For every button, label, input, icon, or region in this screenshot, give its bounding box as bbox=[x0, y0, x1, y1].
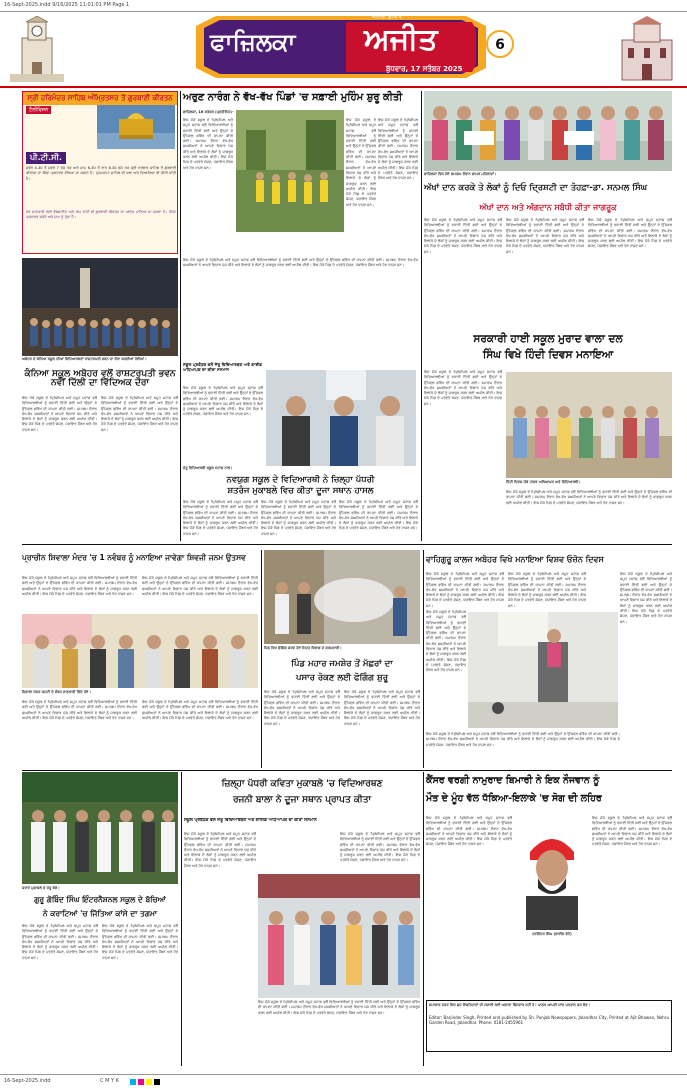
masthead-banner bbox=[196, 16, 486, 78]
cyan-swatch bbox=[130, 1079, 136, 1085]
headline-kanya-school: ਕੰਨਿਆ ਸਕੂਲ ਅਬੋਹਰ ਵਲੋਂ ਰਾਸ਼ਟਰਪਤੀ ਭਵਨ ਨਵੀਂ ਦਿੱਲੀ ਦਾ ਵਿੱਦਿਅਕ ਦੌਰਾ bbox=[24, 369, 176, 389]
photo-caption-hindi-diwas: ਹਿੰਦੀ ਦਿਵਸ ਮੌਕੇ ਹਾਜ਼ਰ ਅਧਿਆਪਕ ਅਤੇ ਵਿਦਿਆਰਥੀ। bbox=[506, 480, 581, 484]
cmyk-label: C M Y K bbox=[100, 1078, 119, 1084]
headline-mahar-jamsher: ਪਿੰਡ ਮਹਾਰ ਜਮਸ਼ੇਰ ਤੋਂ ਮੱਛਰਾਂ ਦਾ bbox=[291, 659, 393, 669]
body-a11-1: ਇਸ ਮੌਕੇ ਸਕੂਲ ਦੇ ਪ੍ਰਿੰਸੀਪਲ ਅਤੇ ਸਮੂਹ ਸਟਾਫ਼ ਵਲੋਂ ਵਿਦਿਆਰਥੀਆਂ ਨੂੰ ਵਧਾਈ ਦਿੱਤੀ ਗਈ ਅਤੇ ਉਨ੍ਹਾਂ ਦੇ ਉੱਜਵਲ ਭਵਿੱਖ ਦੀ ਕਾਮਨਾ ਕੀਤੀ ਗਈ। ਸਮਾਗਮ ਦੌਰਾਨ ਵੱਖ-ਵੱਖ ਸ਼ਖ਼ਸੀਅਤਾਂ ਨੇ ਆਪਣੇ ਵਿਚਾਰ ਪੇਸ਼ ਕੀਤੇ ਅਤੇ ਇਲਾਕੇ ਦੇ ਲੋਕਾਂ ਨੂੰ ਜਾਗਰੂਕ ਕਰਨ ਲਈ ਅਪੀਲ ਕੀਤੀ। ਇਸ ਮੌਕੇ ਪਿੰਡ ਦੇ ਪਤਵੰਤੇ ਸੱਜਣ, ਪੰਚਾਇਤ ਮੈਂਬਰ ਅਤੇ ਹੋਰ ਹਾਜ਼ਰ ਸਨ। bbox=[426, 816, 512, 847]
box-title: ਸ੍ਰੀ ਹਰਿਮੰਦਰ ਸਾਹਿਬ ਅੰਮ੍ਰਿਤਸਰ ਤੋਂ ਗੁਰਬਾਣੀ ਕੀਰਤਨ bbox=[23, 92, 177, 105]
bottom-print-strip bbox=[0, 1074, 687, 1089]
body-a3-1: ਇਸ ਮੌਕੇ ਸਕੂਲ ਦੇ ਪ੍ਰਿੰਸੀਪਲ ਅਤੇ ਸਮੂਹ ਸਟਾਫ਼ ਵਲੋਂ ਵਿਦਿਆਰਥੀਆਂ ਨੂੰ ਵਧਾਈ ਦਿੱਤੀ ਗਈ ਅਤੇ ਉਨ੍ਹਾਂ ਦੇ ਉੱਜਵਲ ਭਵਿੱਖ ਦੀ ਕਾਮਨਾ ਕੀਤੀ ਗਈ। ਸਮਾਗਮ ਦੌਰਾਨ ਵੱਖ-ਵੱਖ ਸ਼ਖ਼ਸੀਅਤਾਂ ਨੇ ਆਪਣੇ ਵਿਚਾਰ ਪੇਸ਼ ਕੀਤੇ ਅਤੇ ਇਲਾਕੇ ਦੇ ਲੋਕਾਂ ਨੂੰ ਜਾਗਰੂਕ ਕਰਨ ਲਈ ਅਪੀਲ ਕੀਤੀ। ਇਸ ਮੌਕੇ ਪਿੰਡ ਦੇ ਪਤਵੰਤੇ ਸੱਜਣ, ਪੰਚਾਇਤ ਮੈਂਬਰ ਅਤੇ ਹੋਰ ਹਾਜ਼ਰ ਸਨ। bbox=[424, 218, 502, 254]
photo-caption-karate: ਕਰਾਟੇ ਮੁਕਾਬਲੇ ਦੇ ਜੇਤੂ ਬੱਚੇ। bbox=[22, 886, 60, 890]
clock-tower-illustration bbox=[8, 16, 66, 84]
body-a6-2: ਇਸ ਮੌਕੇ ਸਕੂਲ ਦੇ ਪ੍ਰਿੰਸੀਪਲ ਅਤੇ ਸਮੂਹ ਸਟਾਫ਼ ਵਲੋਂ ਵਿਦਿਆਰਥੀਆਂ ਨੂੰ ਵਧਾਈ ਦਿੱਤੀ ਗਈ ਅਤੇ ਉਨ੍ਹਾਂ ਦੇ ਉੱਜਵਲ ਭਵਿੱਖ ਦੀ ਕਾਮਨਾ ਕੀਤੀ ਗਈ। ਸਮਾਗਮ ਦੌਰਾਨ ਵੱਖ-ਵੱਖ ਸ਼ਖ਼ਸੀਅਤਾਂ ਨੇ ਆਪਣੇ ਵਿਚਾਰ ਪੇਸ਼ ਕੀਤੇ ਅਤੇ ਇਲਾਕੇ ਦੇ ਲੋਕਾਂ ਨੂੰ ਜਾਗਰੂਕ ਕਰਨ ਲਈ ਅਪੀਲ ਕੀਤੀ। ਇਸ ਮੌਕੇ ਪਿੰਡ ਦੇ ਪਤਵੰਤੇ ਸੱਜਣ, ਪੰਚਾਇਤ ਮੈਂਬਰ ਅਤੇ ਹੋਰ ਹਾਜ਼ਰ ਸਨ। bbox=[142, 576, 258, 596]
body-a10-2: ਇਸ ਮੌਕੇ ਸਕੂਲ ਦੇ ਪ੍ਰਿੰਸੀਪਲ ਅਤੇ ਸਮੂਹ ਸਟਾਫ਼ ਵਲੋਂ ਵਿਦਿਆਰਥੀਆਂ ਨੂੰ ਵਧਾਈ ਦਿੱਤੀ ਗਈ ਅਤੇ ਉਨ੍ਹਾਂ ਦੇ ਉੱਜਵਲ ਭਵਿੱਖ ਦੀ ਕਾਮਨਾ ਕੀਤੀ ਗਈ। ਸਮਾਗਮ ਦੌਰਾਨ ਵੱਖ-ਵੱਖ ਸ਼ਖ਼ਸੀਅਤਾਂ ਨੇ ਆਪਣੇ ਵਿਚਾਰ ਪੇਸ਼ ਕੀਤੇ ਅਤੇ ਇਲਾਕੇ ਦੇ ਲੋਕਾਂ ਨੂੰ ਜਾਗਰੂਕ ਕਰਨ ਲਈ ਅਪੀਲ ਕੀਤੀ। ਇਸ ਮੌਕੇ ਪਿੰਡ ਦੇ ਪਤਵੰਤੇ ਸੱਜਣ, ਪੰਚਾਇਤ ਮੈਂਬਰ ਅਤੇ ਹੋਰ ਹਾਜ਼ਰ ਸਨ। bbox=[340, 832, 420, 863]
body-a8-2: ਇਸ ਮੌਕੇ ਸਕੂਲ ਦੇ ਪ੍ਰਿੰਸੀਪਲ ਅਤੇ ਸਮੂਹ ਸਟਾਫ਼ ਵਲੋਂ ਵਿਦਿਆਰਥੀਆਂ ਨੂੰ ਵਧਾਈ ਦਿੱਤੀ ਗਈ ਅਤੇ ਉਨ੍ਹਾਂ ਦੇ ਉੱਜਵਲ ਭਵਿੱਖ ਦੀ ਕਾਮਨਾ ਕੀਤੀ ਗਈ। ਸਮਾਗਮ ਦੌਰਾਨ ਵੱਖ-ਵੱਖ ਸ਼ਖ਼ਸੀਅਤਾਂ ਨੇ ਆਪਣੇ ਵਿਚਾਰ ਪੇਸ਼ ਕੀਤੇ ਅਤੇ ਇਲਾਕੇ ਦੇ ਲੋਕਾਂ ਨੂੰ ਜਾਗਰੂਕ ਕਰਨ ਲਈ ਅਪੀਲ ਕੀਤੀ। ਇਸ ਮੌਕੇ ਪਿੰਡ ਦੇ ਪਤਵੰਤੇ ਸੱਜਣ, ਪੰਚਾਇਤ ਮੈਂਬਰ ਅਤੇ ਹੋਰ ਹਾਜ਼ਰ ਸਨ। bbox=[508, 572, 586, 608]
body-a7-1: ਇਸ ਮੌਕੇ ਸਕੂਲ ਦੇ ਪ੍ਰਿੰਸੀਪਲ ਅਤੇ ਸਮੂਹ ਸਟਾਫ਼ ਵਲੋਂ ਵਿਦਿਆਰਥੀਆਂ ਨੂੰ ਵਧਾਈ ਦਿੱਤੀ ਗਈ ਅਤੇ ਉਨ੍ਹਾਂ ਦੇ ਉੱਜਵਲ ਭਵਿੱਖ ਦੀ ਕਾਮਨਾ ਕੀਤੀ ਗਈ। ਸਮਾਗਮ ਦੌਰਾਨ ਵੱਖ-ਵੱਖ ਸ਼ਖ਼ਸੀਅਤਾਂ ਨੇ ਆਪਣੇ ਵਿਚਾਰ ਪੇਸ਼ ਕੀਤੇ ਅਤੇ ਇਲਾਕੇ ਦੇ ਲੋਕਾਂ ਨੂੰ ਜਾਗਰੂਕ ਕਰਨ ਲਈ ਅਪੀਲ ਕੀਤੀ। ਇਸ ਮੌਕੇ ਪਿੰਡ ਦੇ ਪਤਵੰਤੇ ਸੱਜਣ, ਪੰਚਾਇਤ ਮੈਂਬਰ ਅਤੇ ਹੋਰ ਹਾਜ਼ਰ ਸਨ। bbox=[264, 690, 340, 726]
file-slug: 16-Sept-2025.indd 9/16/2025 11:01:01 PM Page 1 bbox=[4, 2, 130, 8]
body-a5-2: ਇਸ ਮੌਕੇ ਸਕੂਲ ਦੇ ਪ੍ਰਿੰਸੀਪਲ ਅਤੇ ਸਮੂਹ ਸਟਾਫ਼ ਵਲੋਂ ਵਿਦਿਆਰਥੀਆਂ ਨੂੰ ਵਧਾਈ ਦਿੱਤੀ ਗਈ ਅਤੇ ਉਨ੍ਹਾਂ ਦੇ ਉੱਜਵਲ ਭਵਿੱਖ ਦੀ ਕਾਮਨਾ ਕੀਤੀ ਗਈ। ਸਮਾਗਮ ਦੌਰਾਨ ਵੱਖ-ਵੱਖ ਸ਼ਖ਼ਸੀਅਤਾਂ ਨੇ ਆਪਣੇ ਵਿਚਾਰ ਪੇਸ਼ ਕੀਤੇ ਅਤੇ ਇਲਾਕੇ ਦੇ ਲੋਕਾਂ ਨੂੰ ਜਾਗਰੂਕ ਕਰਨ ਲਈ ਅਪੀਲ ਕੀਤੀ। ਇਸ ਮੌਕੇ ਪਿੰਡ ਦੇ ਪਤਵੰਤੇ ਸੱਜਣ, ਪੰਚਾਇਤ ਮੈਂਬਰ ਅਤੇ ਹੋਰ ਹਾਜ਼ਰ ਸਨ। bbox=[506, 490, 672, 505]
body-a4-3: ਇਸ ਮੌਕੇ ਸਕੂਲ ਦੇ ਪ੍ਰਿੰਸੀਪਲ ਅਤੇ ਸਮੂਹ ਸਟਾਫ਼ ਵਲੋਂ ਵਿਦਿਆਰਥੀਆਂ ਨੂੰ ਵਧਾਈ ਦਿੱਤੀ ਗਈ ਅਤੇ ਉਨ੍ਹਾਂ ਦੇ ਉੱਜਵਲ ਭਵਿੱਖ ਦੀ ਕਾਮਨਾ ਕੀਤੀ ਗਈ। ਸਮਾਗਮ ਦੌਰਾਨ ਵੱਖ-ਵੱਖ ਸ਼ਖ਼ਸੀਅਤਾਂ ਨੇ ਆਪਣੇ ਵਿਚਾਰ ਪੇਸ਼ ਕੀਤੇ ਅਤੇ ਇਲਾਕੇ ਦੇ ਲੋਕਾਂ ਨੂੰ ਜਾਗਰੂਕ ਕਰਨ ਲਈ ਅਪੀਲ ਕੀਤੀ। ਇਸ ਮੌਕੇ ਪਿੰਡ ਦੇ ਪਤਵੰਤੇ ਸੱਜਣ, ਪੰਚਾਇਤ ਮੈਂਬਰ ਅਤੇ ਹੋਰ ਹਾਜ਼ਰ ਸਨ। bbox=[339, 500, 418, 531]
body-a4-left: ਇਸ ਮੌਕੇ ਸਕੂਲ ਦੇ ਪ੍ਰਿੰਸੀਪਲ ਅਤੇ ਸਮੂਹ ਸਟਾਫ਼ ਵਲੋਂ ਵਿਦਿਆਰਥੀਆਂ ਨੂੰ ਵਧਾਈ ਦਿੱਤੀ ਗਈ ਅਤੇ ਉਨ੍ਹਾਂ ਦੇ ਉੱਜਵਲ ਭਵਿੱਖ ਦੀ ਕਾਮਨਾ ਕੀਤੀ ਗਈ। ਸਮਾਗਮ ਦੌਰਾਨ ਵੱਖ-ਵੱਖ ਸ਼ਖ਼ਸੀਅਤਾਂ ਨੇ ਆਪਣੇ ਵਿਚਾਰ ਪੇਸ਼ ਕੀਤੇ ਅਤੇ ਇਲਾਕੇ ਦੇ ਲੋਕਾਂ ਨੂੰ ਜਾਗਰੂਕ ਕਰਨ ਲਈ ਅਪੀਲ ਕੀਤੀ। ਇਸ ਮੌਕੇ ਪਿੰਡ ਦੇ ਪਤਵੰਤੇ ਸੱਜਣ, ਪੰਚਾਇਤ ਮੈਂਬਰ ਅਤੇ ਹੋਰ ਹਾਜ਼ਰ ਸਨ। bbox=[183, 386, 263, 417]
box-text-2: ਹੋਰ ਜਾਣਕਾਰੀ ਲਈ ਵੈਬਸਾਈਟ ਅਤੇ ਐਪ ਰਾਹੀਂ ਵੀ ਗੁਰਬਾਣੀ ਕੀਰਤਨ ਦਾ ਆਨੰਦ ਮਾਣਿਆ ਜਾ ਸਕਦਾ ਹੈ। ਸਿੱਧਾ ਪ੍ਰਸਾਰਣ ਸਵੇਰੇ ਅਤੇ ਸ਼ਾਮ ਨੂੰ ਹੁੰਦਾ ਹੈ। bbox=[26, 210, 176, 220]
school-trip-night-photo bbox=[22, 258, 178, 356]
box-text-1: ਸਵੇਰੇ 4.30 ਤੋਂ ਸਵੇਰੇ 7 ਵਜੇ ਤਕ ਅਤੇ ਸ਼ਾਮ 6.30 ਤੋਂ ਰਾਤ 8.30 ਵਜੇ ਤਕ ਸ੍ਰੀ ਦਰਬਾਰ ਸਾਹਿਬ ਤੋਂ ਗੁਰਬਾਣੀ ਕੀਰਤਨ ਦਾ ਸਿੱਧਾ ਪ੍ਰਸਾਰਣ ਦੇਖਿਆ ਜਾ ਸਕਦਾ ਹੈ। ਹੁਕਮਨਾਮਾ ਸਾਹਿਬ ਦੀ ਕਥਾ ਅਤੇ ਵਿਆਖਿਆ ਵੀ ਕੀਤੀ ਜਾਂਦੀ ਹੈ। bbox=[26, 166, 176, 181]
photo-caption-mandir: ਸ਼ਿਵਾਲਾ ਮੰਦਰ ਕਮੇਟੀ ਦੇ ਮੈਂਬਰ ਜਾਣਕਾਰੀ ਦਿੰਦੇ ਹੋਏ। bbox=[22, 690, 91, 694]
disclaimer-text: ਸਮਾਚਾਰ ਪੱਤਰ ਵਿਚ ਛਪੇ ਇਸ਼ਤਿਹਾਰਾਂ ਦੀ ਸਚਾਈ ਲਈ ਅਦਾਰਾ ਜ਼ਿੰਮੇਵਾਰ ਨਹੀਂ ਹੈ। ਪਾਠਕ ਆਪਣੀ ਜਾਂਚ ਪੜਤਾਲ ਕਰ ਲੈਣ। bbox=[429, 1003, 591, 1007]
body-a8-3: ਇਸ ਮੌਕੇ ਸਕੂਲ ਦੇ ਪ੍ਰਿੰਸੀਪਲ ਅਤੇ ਸਮੂਹ ਸਟਾਫ਼ ਵਲੋਂ ਵਿਦਿਆਰਥੀਆਂ ਨੂੰ ਵਧਾਈ ਦਿੱਤੀ ਗਈ ਅਤੇ ਉਨ੍ਹਾਂ ਦੇ ਉੱਜਵਲ ਭਵਿੱਖ ਦੀ ਕਾਮਨਾ ਕੀਤੀ ਗਈ। ਸਮਾਗਮ ਦੌਰਾਨ ਵੱਖ-ਵੱਖ ਸ਼ਖ਼ਸੀਅਤਾਂ ਨੇ ਆਪਣੇ ਵਿਚਾਰ ਪੇਸ਼ ਕੀਤੇ ਅਤੇ ਇਲਾਕੇ ਦੇ ਲੋਕਾਂ ਨੂੰ ਜਾਗਰੂਕ ਕਰਨ ਲਈ ਅਪੀਲ ਕੀਤੀ। ਇਸ ਮੌਕੇ ਪਿੰਡ ਦੇ ਪਤਵੰਤੇ ਸੱਜਣ, ਪੰਚਾਇਤ ਮੈਂਬਰ ਅਤੇ ਹੋਰ ਹਾਜ਼ਰ ਸਨ। bbox=[620, 572, 672, 624]
body-kanya: ਇਸ ਮੌਕੇ ਸਕੂਲ ਦੇ ਪ੍ਰਿੰਸੀਪਲ ਅਤੇ ਸਮੂਹ ਸਟਾਫ਼ ਵਲੋਂ ਵਿਦਿਆਰਥੀਆਂ ਨੂੰ ਵਧਾਈ ਦਿੱਤੀ ਗਈ ਅਤੇ ਉਨ੍ਹਾਂ ਦੇ ਉੱਜਵਲ ਭਵਿੱਖ ਦੀ ਕਾਮਨਾ ਕੀਤੀ ਗਈ। ਸਮਾਗਮ ਦੌਰਾਨ ਵੱਖ-ਵੱਖ ਸ਼ਖ਼ਸੀਅਤਾਂ ਨੇ ਆਪਣੇ ਵਿਚਾਰ ਪੇਸ਼ ਕੀਤੇ ਅਤੇ ਇਲਾਕੇ ਦੇ ਲੋਕਾਂ ਨੂੰ ਜਾਗਰੂਕ ਕਰਨ ਲਈ ਅਪੀਲ ਕੀਤੀ। ਇਸ ਮੌਕੇ ਪਿੰਡ ਦੇ ਪਤਵੰਤੇ ਸੱਜਣ, ਪੰਚਾਇਤ ਮੈਂਬਰ ਅਤੇ ਹੋਰ ਹਾਜ਼ਰ ਸਨ। bbox=[22, 396, 97, 432]
gurbani-kirtan-box bbox=[22, 91, 178, 254]
channel-badge: ਪੀ.ਟੀ.ਸੀ. bbox=[26, 152, 66, 164]
subhead-rajni-bala: ਰਜਨੀ ਬਾਲਾ ਨੇ ਦੂਜਾ ਸਥਾਨ ਪ੍ਰਾਪਤ ਕੀਤਾ bbox=[232, 795, 372, 805]
youth-portrait-photo bbox=[516, 822, 588, 930]
imprint-text: Editor: Barjinder Singh, Printed and published by Sh. Punjab Newspapers, Jalandhar City, Printed at Ajit Bhawan, Nehru Garden Road, Jalandhar. Phone: 0181-2455961 bbox=[429, 1015, 669, 1025]
masthead-city: ਫਾਜ਼ਿਲਕਾ bbox=[210, 28, 296, 56]
body-a9-1: ਇਸ ਮੌਕੇ ਸਕੂਲ ਦੇ ਪ੍ਰਿੰਸੀਪਲ ਅਤੇ ਸਮੂਹ ਸਟਾਫ਼ ਵਲੋਂ ਵਿਦਿਆਰਥੀਆਂ ਨੂੰ ਵਧਾਈ ਦਿੱਤੀ ਗਈ ਅਤੇ ਉਨ੍ਹਾਂ ਦੇ ਉੱਜਵਲ ਭਵਿੱਖ ਦੀ ਕਾਮਨਾ ਕੀਤੀ ਗਈ। ਸਮਾਗਮ ਦੌਰਾਨ ਵੱਖ-ਵੱਖ ਸ਼ਖ਼ਸੀਅਤਾਂ ਨੇ ਆਪਣੇ ਵਿਚਾਰ ਪੇਸ਼ ਕੀਤੇ ਅਤੇ ਇਲਾਕੇ ਦੇ ਲੋਕਾਂ ਨੂੰ ਜਾਗਰੂਕ ਕਰਨ ਲਈ ਅਪੀਲ ਕੀਤੀ। ਇਸ ਮੌਕੇ ਪਿੰਡ ਦੇ ਪਤਵੰਤੇ ਸੱਜਣ, ਪੰਚਾਇਤ ਮੈਂਬਰ ਅਤੇ ਹੋਰ ਹਾਜ਼ਰ ਸਨ। bbox=[22, 924, 98, 960]
headline-guru-gobind-school: ਗੁਰੂ ਗੋਬਿੰਦ ਸਿੰਘ ਇੰਟਰਨੈਸ਼ਨਲ ਸਕੂਲ ਦੇ ਬੱਚਿਆਂ bbox=[34, 895, 166, 904]
ozone-day-photo bbox=[468, 612, 618, 728]
headline-waheguru-college: ਵਾਹਿਗੁਰੂ ਕਾਲਜ ਅਬੋਹਰ ਵਿਖੇ ਮਨਾਇਆ ਵਿਸ਼ਵ ਓਜ਼ੋਨ ਦਿਵਸ bbox=[426, 555, 604, 564]
body-a1-4: ਇਸ ਮੌਕੇ ਸਕੂਲ ਦੇ ਪ੍ਰਿੰਸੀਪਲ ਅਤੇ ਸਮੂਹ ਸਟਾਫ਼ ਵਲੋਂ ਵਿਦਿਆਰਥੀਆਂ ਨੂੰ ਵਧਾਈ ਦਿੱਤੀ ਗਈ ਅਤੇ ਉਨ੍ਹਾਂ ਦੇ ਉੱਜਵਲ ਭਵਿੱਖ ਦੀ ਕਾਮਨਾ ਕੀਤੀ ਗਈ। ਸਮਾਗਮ ਦੌਰਾਨ ਵੱਖ-ਵੱਖ ਸ਼ਖ਼ਸੀਅਤਾਂ ਨੇ ਆਪਣੇ ਵਿਚਾਰ ਪੇਸ਼ ਕੀਤੇ ਅਤੇ ਇਲਾਕੇ ਦੇ ਲੋਕਾਂ ਨੂੰ ਜਾਗਰੂਕ ਕਰਨ ਲਈ ਅਪੀਲ ਕੀਤੀ। ਇਸ ਮੌਕੇ ਪਿੰਡ ਦੇ ਪਤਵੰਤੇ ਸੱਜਣ, ਪੰਚਾਇਤ ਮੈਂਬਰ ਅਤੇ ਹੋਰ ਹਾਜ਼ਰ ਸਨ। bbox=[183, 258, 418, 268]
body-a1-2: ਇਸ ਮੌਕੇ ਸਕੂਲ ਦੇ ਪ੍ਰਿੰਸੀਪਲ ਅਤੇ ਸਮੂਹ ਸਟਾਫ਼ ਵਲੋਂ ਵਿਦਿਆਰਥੀਆਂ ਨੂੰ ਵਧਾਈ ਦਿੱਤੀ ਗਈ ਅਤੇ ਉਨ੍ਹਾਂ ਦੇ ਉੱਜਵਲ ਭਵਿੱਖ ਦੀ ਕਾਮਨਾ ਕੀਤੀ ਗਈ। ਸਮਾਗਮ ਦੌਰਾਨ ਵੱਖ-ਵੱਖ ਸ਼ਖ਼ਸੀਅਤਾਂ ਨੇ ਆਪਣੇ ਵਿਚਾਰ ਪੇਸ਼ ਕੀਤੇ ਅਤੇ ਇਲਾਕੇ ਦੇ ਲੋਕਾਂ ਨੂੰ ਜਾਗਰੂਕ ਕਰਨ ਲਈ ਅਪੀਲ ਕੀਤੀ। ਇਸ ਮੌਕੇ ਪਿੰਡ ਦੇ ਪਤਵੰਤੇ ਸੱਜਣ, ਪੰਚਾਇਤ ਮੈਂਬਰ ਅਤੇ ਹੋਰ ਹਾਜ਼ਰ ਸਨ। bbox=[346, 118, 376, 207]
karate-winners-photo bbox=[22, 772, 178, 884]
body-a8-4: ਇਸ ਮੌਕੇ ਸਕੂਲ ਦੇ ਪ੍ਰਿੰਸੀਪਲ ਅਤੇ ਸਮੂਹ ਸਟਾਫ਼ ਵਲੋਂ ਵਿਦਿਆਰਥੀਆਂ ਨੂੰ ਵਧਾਈ ਦਿੱਤੀ ਗਈ ਅਤੇ ਉਨ੍ਹਾਂ ਦੇ ਉੱਜਵਲ ਭਵਿੱਖ ਦੀ ਕਾਮਨਾ ਕੀਤੀ ਗਈ। ਸਮਾਗਮ ਦੌਰਾਨ ਵੱਖ-ਵੱਖ ਸ਼ਖ਼ਸੀਅਤਾਂ ਨੇ ਆਪਣੇ ਵਿਚਾਰ ਪੇਸ਼ ਕੀਤੇ ਅਤੇ ਇਲਾਕੇ ਦੇ ਲੋਕਾਂ ਨੂੰ ਜਾਗਰੂਕ ਕਰਨ ਲਈ ਅਪੀਲ ਕੀਤੀ। ਇਸ ਮੌਕੇ ਪਿੰਡ ਦੇ ਪਤਵੰਤੇ ਸੱਜਣ, ਪੰਚਾਇਤ ਮੈਂਬਰ ਅਤੇ ਹੋਰ ਹਾਜ਼ਰ ਸਨ। bbox=[426, 610, 466, 673]
kicker-school-honour: ਸਕੂਲ ਪ੍ਰਬੰਧਕ ਵਲੋਂ ਜੇਤੂ ਵਿਦਿਆਰਥਣ ਅਤੇ ਗਾਈਡ ਅਧਿਆਪਕ ਦਾ ਕੀਤਾ ਸਨਮਾਨ bbox=[184, 818, 317, 823]
body-a4-1: ਇਸ ਮੌਕੇ ਸਕੂਲ ਦੇ ਪ੍ਰਿੰਸੀਪਲ ਅਤੇ ਸਮੂਹ ਸਟਾਫ਼ ਵਲੋਂ ਵਿਦਿਆਰਥੀਆਂ ਨੂੰ ਵਧਾਈ ਦਿੱਤੀ ਗਈ ਅਤੇ ਉਨ੍ਹਾਂ ਦੇ ਉੱਜਵਲ ਭਵਿੱਖ ਦੀ ਕਾਮਨਾ ਕੀਤੀ ਗਈ। ਸਮਾਗਮ ਦੌਰਾਨ ਵੱਖ-ਵੱਖ ਸ਼ਖ਼ਸੀਅਤਾਂ ਨੇ ਆਪਣੇ ਵਿਚਾਰ ਪੇਸ਼ ਕੀਤੇ ਅਤੇ ਇਲਾਕੇ ਦੇ ਲੋਕਾਂ ਨੂੰ ਜਾਗਰੂਕ ਕਰਨ ਲਈ ਅਪੀਲ ਕੀਤੀ। ਇਸ ਮੌਕੇ ਪਿੰਡ ਦੇ ਪਤਵੰਤੇ ਸੱਜਣ, ਪੰਚਾਇਤ ਮੈਂਬਰ ਅਤੇ ਹੋਰ ਹਾਜ਼ਰ ਸਨ। bbox=[183, 500, 258, 536]
photo-caption-portrait: ਹਰਜਿੰਦਰ ਸਿੰਘ (ਫਾਈਲ ਫੋਟੋ) bbox=[532, 932, 572, 936]
hindi-diwas-photo bbox=[506, 372, 672, 478]
headline-eye-donation: ਅੱਖਾਂ ਦਾਨ ਕਰਕੇ ਤੇ ਲੋਕਾਂ ਨੂੰ ਦਿਓ ਦ੍ਰਿਸ਼ਟੀ ਦਾ ਤੋਹਫ਼ਾ-ਡਾ. ਸਨਮਲ ਸਿੰਘ bbox=[424, 183, 648, 193]
body-a10-3: ਇਸ ਮੌਕੇ ਸਕੂਲ ਦੇ ਪ੍ਰਿੰਸੀਪਲ ਅਤੇ ਸਮੂਹ ਸਟਾਫ਼ ਵਲੋਂ ਵਿਦਿਆਰਥੀਆਂ ਨੂੰ ਵਧਾਈ ਦਿੱਤੀ ਗਈ ਅਤੇ ਉਨ੍ਹਾਂ ਦੇ ਉੱਜਵਲ ਭਵਿੱਖ ਦੀ ਕਾਮਨਾ ਕੀਤੀ ਗਈ। ਸਮਾਗਮ ਦੌਰਾਨ ਵੱਖ-ਵੱਖ ਸ਼ਖ਼ਸੀਅਤਾਂ ਨੇ ਆਪਣੇ ਵਿਚਾਰ ਪੇਸ਼ ਕੀਤੇ ਅਤੇ ਇਲਾਕੇ ਦੇ ਲੋਕਾਂ ਨੂੰ ਜਾਗਰੂਕ ਕਰਨ ਲਈ ਅਪੀਲ ਕੀਤੀ। ਇਸ ਮੌਕੇ ਪਿੰਡ ਦੇ ਪਤਵੰਤੇ ਸੱਜਣ, ਪੰਚਾਇਤ ਮੈਂਬਰ ਅਤੇ ਹੋਰ ਹਾਜ਼ਰ ਸਨ। bbox=[258, 1000, 420, 1015]
cleanliness-drive-photo bbox=[236, 110, 344, 232]
page-number: 6 bbox=[486, 30, 514, 58]
bottom-slug: 16-Sept-2025.indd bbox=[4, 1078, 51, 1084]
mandir-committee-photo bbox=[22, 614, 258, 688]
poem-winner-honour-photo bbox=[258, 874, 420, 998]
box-subtitle: ਟੈਲੀਵਿਜ਼ਨ bbox=[26, 106, 51, 114]
photo-caption-chess: ਜੇਤੂ ਵਿਦਿਆਰਥੀ ਸਕੂਲ ਸਟਾਫ਼ ਨਾਲ। bbox=[183, 466, 233, 470]
subhead-mahar-jamsher: ਪਸਾਰ ਰੋਕਣ ਲਈ ਫੋਗਿੰਗ ਸ਼ੁਰੂ bbox=[296, 673, 388, 683]
body-a9-2: ਇਸ ਮੌਕੇ ਸਕੂਲ ਦੇ ਪ੍ਰਿੰਸੀਪਲ ਅਤੇ ਸਮੂਹ ਸਟਾਫ਼ ਵਲੋਂ ਵਿਦਿਆਰਥੀਆਂ ਨੂੰ ਵਧਾਈ ਦਿੱਤੀ ਗਈ ਅਤੇ ਉਨ੍ਹਾਂ ਦੇ ਉੱਜਵਲ ਭਵਿੱਖ ਦੀ ਕਾਮਨਾ ਕੀਤੀ ਗਈ। ਸਮਾਗਮ ਦੌਰਾਨ ਵੱਖ-ਵੱਖ ਸ਼ਖ਼ਸੀਅਤਾਂ ਨੇ ਆਪਣੇ ਵਿਚਾਰ ਪੇਸ਼ ਕੀਤੇ ਅਤੇ ਇਲਾਕੇ ਦੇ ਲੋਕਾਂ ਨੂੰ ਜਾਗਰੂਕ ਕਰਨ ਲਈ ਅਪੀਲ ਕੀਤੀ। ਇਸ ਮੌਕੇ ਪਿੰਡ ਦੇ ਪਤਵੰਤੇ ਸੱਜਣ, ਪੰਚਾਇਤ ਮੈਂਬਰ ਅਤੇ ਹੋਰ ਹਾਜ਼ਰ ਸਨ। bbox=[102, 924, 178, 960]
body-a6-4: ਇਸ ਮੌਕੇ ਸਕੂਲ ਦੇ ਪ੍ਰਿੰਸੀਪਲ ਅਤੇ ਸਮੂਹ ਸਟਾਫ਼ ਵਲੋਂ ਵਿਦਿਆਰਥੀਆਂ ਨੂੰ ਵਧਾਈ ਦਿੱਤੀ ਗਈ ਅਤੇ ਉਨ੍ਹਾਂ ਦੇ ਉੱਜਵਲ ਭਵਿੱਖ ਦੀ ਕਾਮਨਾ ਕੀਤੀ ਗਈ। ਸਮਾਗਮ ਦੌਰਾਨ ਵੱਖ-ਵੱਖ ਸ਼ਖ਼ਸੀਅਤਾਂ ਨੇ ਆਪਣੇ ਵਿਚਾਰ ਪੇਸ਼ ਕੀਤੇ ਅਤੇ ਇਲਾਕੇ ਦੇ ਲੋਕਾਂ ਨੂੰ ਜਾਗਰੂਕ ਕਰਨ ਲਈ ਅਪੀਲ ਕੀਤੀ। ਇਸ ਮੌਕੇ ਪਿੰਡ ਦੇ ਪਤਵੰਤੇ ਸੱਜਣ, ਪੰਚਾਇਤ ਮੈਂਬਰ ਅਤੇ ਹੋਰ ਹਾਜ਼ਰ ਸਨ। bbox=[142, 700, 258, 720]
headline-murad-wala: ਸਰਕਾਰੀ ਹਾਈ ਸਕੂਲ ਮੁਰਾਦ ਵਾਲਾ ਦਲ bbox=[473, 333, 623, 345]
kicker-a4: ਸਕੂਲ ਪ੍ਰਬੰਧਕ ਵਲੋਂ ਜੇਤੂ ਵਿਦਿਆਰਥਣ ਅਤੇ ਗਾਈਡ ਅਧਿਆਪਕ ਦਾ ਕੀਤਾ ਸਨਮਾਨ bbox=[183, 362, 263, 373]
chess-winner-photo bbox=[266, 370, 416, 466]
subhead-murad-wala: ਸਿੰਘ ਵਿਖੇ ਹਿੰਦੀ ਦਿਵਸ ਮਨਾਇਆ bbox=[482, 349, 614, 361]
masthead-date: ਬੁੱਧਵਾਰ, 17 ਸਤੰਬਰ 2025 bbox=[386, 65, 463, 73]
photo-caption-women: ਫਾਜ਼ਿਲਕਾ ਵਿਖੇ ਹੋਏ ਸਮਾਗਮ ਦੌਰਾਨ ਸ਼ਾਮਲ ਮਹਿਲਾਵਾਂ। bbox=[424, 172, 497, 176]
body-a3-3: ਇਸ ਮੌਕੇ ਸਕੂਲ ਦੇ ਪ੍ਰਿੰਸੀਪਲ ਅਤੇ ਸਮੂਹ ਸਟਾਫ਼ ਵਲੋਂ ਵਿਦਿਆਰਥੀਆਂ ਨੂੰ ਵਧਾਈ ਦਿੱਤੀ ਗਈ ਅਤੇ ਉਨ੍ਹਾਂ ਦੇ ਉੱਜਵਲ ਭਵਿੱਖ ਦੀ ਕਾਮਨਾ ਕੀਤੀ ਗਈ। ਸਮਾਗਮ ਦੌਰਾਨ ਵੱਖ-ਵੱਖ ਸ਼ਖ਼ਸੀਅਤਾਂ ਨੇ ਆਪਣੇ ਵਿਚਾਰ ਪੇਸ਼ ਕੀਤੇ ਅਤੇ ਇਲਾਕੇ ਦੇ ਲੋਕਾਂ ਨੂੰ ਜਾਗਰੂਕ ਕਰਨ ਲਈ ਅਪੀਲ ਕੀਤੀ। ਇਸ ਮੌਕੇ ਪਿੰਡ ਦੇ ਪਤਵੰਤੇ ਸੱਜਣ, ਪੰਚਾਇਤ ਮੈਂਬਰ ਅਤੇ ਹੋਰ ਹਾਜ਼ਰ ਸਨ। bbox=[588, 218, 672, 249]
body-a8-1: ਇਸ ਮੌਕੇ ਸਕੂਲ ਦੇ ਪ੍ਰਿੰਸੀਪਲ ਅਤੇ ਸਮੂਹ ਸਟਾਫ਼ ਵਲੋਂ ਵਿਦਿਆਰਥੀਆਂ ਨੂੰ ਵਧਾਈ ਦਿੱਤੀ ਗਈ ਅਤੇ ਉਨ੍ਹਾਂ ਦੇ ਉੱਜਵਲ ਭਵਿੱਖ ਦੀ ਕਾਮਨਾ ਕੀਤੀ ਗਈ। ਸਮਾਗਮ ਦੌਰਾਨ ਵੱਖ-ਵੱਖ ਸ਼ਖ਼ਸੀਅਤਾਂ ਨੇ ਆਪਣੇ ਵਿਚਾਰ ਪੇਸ਼ ਕੀਤੇ ਅਤੇ ਇਲਾਕੇ ਦੇ ਲੋਕਾਂ ਨੂੰ ਜਾਗਰੂਕ ਕਰਨ ਲਈ ਅਪੀਲ ਕੀਤੀ। ਇਸ ਮੌਕੇ ਪਿੰਡ ਦੇ ਪਤਵੰਤੇ ਸੱਜਣ, ਪੰਚਾਇਤ ਮੈਂਬਰ ਅਤੇ ਹੋਰ ਹਾਜ਼ਰ ਸਨ। bbox=[426, 572, 504, 608]
body-a3-2: ਇਸ ਮੌਕੇ ਸਕੂਲ ਦੇ ਪ੍ਰਿੰਸੀਪਲ ਅਤੇ ਸਮੂਹ ਸਟਾਫ਼ ਵਲੋਂ ਵਿਦਿਆਰਥੀਆਂ ਨੂੰ ਵਧਾਈ ਦਿੱਤੀ ਗਈ ਅਤੇ ਉਨ੍ਹਾਂ ਦੇ ਉੱਜਵਲ ਭਵਿੱਖ ਦੀ ਕਾਮਨਾ ਕੀਤੀ ਗਈ। ਸਮਾਗਮ ਦੌਰਾਨ ਵੱਖ-ਵੱਖ ਸ਼ਖ਼ਸੀਅਤਾਂ ਨੇ ਆਪਣੇ ਵਿਚਾਰ ਪੇਸ਼ ਕੀਤੇ ਅਤੇ ਇਲਾਕੇ ਦੇ ਲੋਕਾਂ ਨੂੰ ਜਾਗਰੂਕ ਕਰਨ ਲਈ ਅਪੀਲ ਕੀਤੀ। ਇਸ ਮੌਕੇ ਪਿੰਡ ਦੇ ਪਤਵੰਤੇ ਸੱਜਣ, ਪੰਚਾਇਤ ਮੈਂਬਰ ਅਤੇ ਹੋਰ ਹਾਜ਼ਰ ਸਨ। bbox=[506, 218, 584, 254]
yellow-swatch bbox=[146, 1079, 152, 1085]
body-a8-5: ਇਸ ਮੌਕੇ ਸਕੂਲ ਦੇ ਪ੍ਰਿੰਸੀਪਲ ਅਤੇ ਸਮੂਹ ਸਟਾਫ਼ ਵਲੋਂ ਵਿਦਿਆਰਥੀਆਂ ਨੂੰ ਵਧਾਈ ਦਿੱਤੀ ਗਈ ਅਤੇ ਉਨ੍ਹਾਂ ਦੇ ਉੱਜਵਲ ਭਵਿੱਖ ਦੀ ਕਾਮਨਾ ਕੀਤੀ ਗਈ। ਸਮਾਗਮ ਦੌਰਾਨ ਵੱਖ-ਵੱਖ ਸ਼ਖ਼ਸੀਅਤਾਂ ਨੇ ਆਪਣੇ ਵਿਚਾਰ ਪੇਸ਼ ਕੀਤੇ ਅਤੇ ਇਲਾਕੇ ਦੇ ਲੋਕਾਂ ਨੂੰ ਜਾਗਰੂਕ ਕਰਨ ਲਈ ਅਪੀਲ ਕੀਤੀ। ਇਸ ਮੌਕੇ ਪਿੰਡ ਦੇ ਪਤਵੰਤੇ ਸੱਜਣ, ਪੰਚਾਇਤ ਮੈਂਬਰ ਅਤੇ ਹੋਰ ਹਾਜ਼ਰ ਸਨ। bbox=[426, 732, 620, 747]
headline-arun-narang: ਅਰੁਣ ਨਾਰੰਗ ਨੇ ਵੱਖ-ਵੱਖ ਪਿੰਡਾਂ 'ਚ ਸਫ਼ਾਈ ਮੁਹਿੰਮ ਸ਼ੁਰੂ ਕੀਤੀ bbox=[183, 92, 403, 103]
body-a1-3: ਇਸ ਮੌਕੇ ਸਕੂਲ ਦੇ ਪ੍ਰਿੰਸੀਪਲ ਅਤੇ ਸਮੂਹ ਸਟਾਫ਼ ਵਲੋਂ ਵਿਦਿਆਰਥੀਆਂ ਨੂੰ ਵਧਾਈ ਦਿੱਤੀ ਗਈ ਅਤੇ ਉਨ੍ਹਾਂ ਦੇ ਉੱਜਵਲ ਭਵਿੱਖ ਦੀ ਕਾਮਨਾ ਕੀਤੀ ਗਈ। ਸਮਾਗਮ ਦੌਰਾਨ ਵੱਖ-ਵੱਖ ਸ਼ਖ਼ਸੀਅਤਾਂ ਨੇ ਆਪਣੇ ਵਿਚਾਰ ਪੇਸ਼ ਕੀਤੇ ਅਤੇ ਇਲਾਕੇ ਦੇ ਲੋਕਾਂ ਨੂੰ ਜਾਗਰੂਕ ਕਰਨ ਲਈ ਅਪੀਲ ਕੀਤੀ। ਇਸ ਮੌਕੇ ਪਿੰਡ ਦੇ ਪਤਵੰਤੇ ਸੱਜਣ, ਪੰਚਾਇਤ ਮੈਂਬਰ ਅਤੇ ਹੋਰ ਹਾਜ਼ਰ ਸਨ। bbox=[378, 118, 418, 181]
byline-a1: ਫਾਜ਼ਿਲਕਾ, 16 ਸਤੰਬਰ (ਪ੍ਰਤੀਨਿਧ)- bbox=[183, 110, 234, 114]
black-swatch bbox=[154, 1079, 160, 1085]
imprint-box bbox=[426, 1000, 672, 1052]
body-a1-1: ਇਸ ਮੌਕੇ ਸਕੂਲ ਦੇ ਪ੍ਰਿੰਸੀਪਲ ਅਤੇ ਸਮੂਹ ਸਟਾਫ਼ ਵਲੋਂ ਵਿਦਿਆਰਥੀਆਂ ਨੂੰ ਵਧਾਈ ਦਿੱਤੀ ਗਈ ਅਤੇ ਉਨ੍ਹਾਂ ਦੇ ਉੱਜਵਲ ਭਵਿੱਖ ਦੀ ਕਾਮਨਾ ਕੀਤੀ ਗਈ। ਸਮਾਗਮ ਦੌਰਾਨ ਵੱਖ-ਵੱਖ ਸ਼ਖ਼ਸੀਅਤਾਂ ਨੇ ਆਪਣੇ ਵਿਚਾਰ ਪੇਸ਼ ਕੀਤੇ ਅਤੇ ਇਲਾਕੇ ਦੇ ਲੋਕਾਂ ਨੂੰ ਜਾਗਰੂਕ ਕਰਨ ਲਈ ਅਪੀਲ ਕੀਤੀ। ਇਸ ਮੌਕੇ ਪਿੰਡ ਦੇ ਪਤਵੰਤੇ ਸੱਜਣ, ਪੰਚਾਇਤ ਮੈਂਬਰ ਅਤੇ ਹੋਰ ਹਾਜ਼ਰ ਸਨ। bbox=[183, 118, 233, 170]
headline-district-poem-contest: ਜ਼ਿਲ੍ਹਾ ਪੱਧਰੀ ਕਵਿਤਾ ਮੁਕਾਬਲੇ 'ਚ ਵਿਦਿਆਰਥਣ bbox=[221, 779, 383, 789]
headline-navyug-school: ਨਵਯੁਗ ਸਕੂਲ ਦੇ ਵਿਦਿਆਰਥੀ ਨੇ ਜ਼ਿਲ੍ਹਾ ਪੱਧਰੀ bbox=[226, 475, 375, 485]
body-a11-2: ਇਸ ਮੌਕੇ ਸਕੂਲ ਦੇ ਪ੍ਰਿੰਸੀਪਲ ਅਤੇ ਸਮੂਹ ਸਟਾਫ਼ ਵਲੋਂ ਵਿਦਿਆਰਥੀਆਂ ਨੂੰ ਵਧਾਈ ਦਿੱਤੀ ਗਈ ਅਤੇ ਉਨ੍ਹਾਂ ਦੇ ਉੱਜਵਲ ਭਵਿੱਖ ਦੀ ਕਾਮਨਾ ਕੀਤੀ ਗਈ। ਸਮਾਗਮ ਦੌਰਾਨ ਵੱਖ-ਵੱਖ ਸ਼ਖ਼ਸੀਅਤਾਂ ਨੇ ਆਪਣੇ ਵਿਚਾਰ ਪੇਸ਼ ਕੀਤੇ ਅਤੇ ਇਲਾਕੇ ਦੇ ਲੋਕਾਂ ਨੂੰ ਜਾਗਰੂਕ ਕਰਨ ਲਈ ਅਪੀਲ ਕੀਤੀ। ਇਸ ਮੌਕੇ ਪਿੰਡ ਦੇ ਪਤਵੰਤੇ ਸੱਜਣ, ਪੰਚਾਇਤ ਮੈਂਬਰ ਅਤੇ ਹੋਰ ਹਾਜ਼ਰ ਸਨ। bbox=[592, 816, 672, 847]
masthead-edition: ਜਲੰਧਰ, ਬੁੱਧਵਾਰ bbox=[372, 14, 403, 20]
monument-illustration bbox=[612, 16, 682, 84]
women-awareness-photo bbox=[424, 91, 672, 171]
photo-caption-fogging: ਪਿੰਡ ਵਿਚ ਫੋਗਿੰਗ ਕਰਦੇ ਹੋਏ ਸਿਹਤ ਵਿਭਾਗ ਦੇ ਕਰਮਚਾਰੀ। bbox=[264, 646, 342, 650]
headline-cancer-youth: ਕੈਂਸਰ ਵਰਗੀ ਨਾਮੁਰਾਦ ਬਿਮਾਰੀ ਨੇ ਇਕ ਨੌਜਵਾਨ ਨੂੰ bbox=[426, 775, 600, 786]
subhead-navyug-school: ਸ਼ਤਰੰਜ ਮੁਕਾਬਲੇ ਵਿਚ ਕੀਤਾ ਦੂਜਾ ਸਥਾਨ ਹਾਸਲ bbox=[227, 486, 374, 496]
photo-caption-kanya: ਅਬੋਹਰ ਦੇ ਕੰਨਿਆ ਸਕੂਲ ਦੀਆਂ ਵਿਦਿਆਰਥਣਾਂ ਰਾਸ਼ਟਰਪਤੀ ਭਵਨ ਦਾ ਦੌਰਾ ਕਰਦੀਆਂ ਹੋਈਆਂ। bbox=[22, 357, 147, 361]
masthead bbox=[0, 12, 687, 88]
golden-temple-photo bbox=[97, 105, 175, 149]
magenta-swatch bbox=[138, 1079, 144, 1085]
subhead-guru-gobind-school: ਨੇ ਕਰਾਟਿਆਂ 'ਚ ਜਿੱਤਿਆ ਕਾਂਸੇ ਦਾ ਤਗਮਾ bbox=[42, 909, 158, 918]
body-a10-1: ਇਸ ਮੌਕੇ ਸਕੂਲ ਦੇ ਪ੍ਰਿੰਸੀਪਲ ਅਤੇ ਸਮੂਹ ਸਟਾਫ਼ ਵਲੋਂ ਵਿਦਿਆਰਥੀਆਂ ਨੂੰ ਵਧਾਈ ਦਿੱਤੀ ਗਈ ਅਤੇ ਉਨ੍ਹਾਂ ਦੇ ਉੱਜਵਲ ਭਵਿੱਖ ਦੀ ਕਾਮਨਾ ਕੀਤੀ ਗਈ। ਸਮਾਗਮ ਦੌਰਾਨ ਵੱਖ-ਵੱਖ ਸ਼ਖ਼ਸੀਅਤਾਂ ਨੇ ਆਪਣੇ ਵਿਚਾਰ ਪੇਸ਼ ਕੀਤੇ ਅਤੇ ਇਲਾਕੇ ਦੇ ਲੋਕਾਂ ਨੂੰ ਜਾਗਰੂਕ ਕਰਨ ਲਈ ਅਪੀਲ ਕੀਤੀ। ਇਸ ਮੌਕੇ ਪਿੰਡ ਦੇ ਪਤਵੰਤੇ ਸੱਜਣ, ਪੰਚਾਇਤ ਮੈਂਬਰ ਅਤੇ ਹੋਰ ਹਾਜ਼ਰ ਸਨ। bbox=[184, 832, 256, 868]
body-a5-1: ਇਸ ਮੌਕੇ ਸਕੂਲ ਦੇ ਪ੍ਰਿੰਸੀਪਲ ਅਤੇ ਸਮੂਹ ਸਟਾਫ਼ ਵਲੋਂ ਵਿਦਿਆਰਥੀਆਂ ਨੂੰ ਵਧਾਈ ਦਿੱਤੀ ਗਈ ਅਤੇ ਉਨ੍ਹਾਂ ਦੇ ਉੱਜਵਲ ਭਵਿੱਖ ਦੀ ਕਾਮਨਾ ਕੀਤੀ ਗਈ। ਸਮਾਗਮ ਦੌਰਾਨ ਵੱਖ-ਵੱਖ ਸ਼ਖ਼ਸੀਅਤਾਂ ਨੇ ਆਪਣੇ ਵਿਚਾਰ ਪੇਸ਼ ਕੀਤੇ ਅਤੇ ਇਲਾਕੇ ਦੇ ਲੋਕਾਂ ਨੂੰ ਜਾਗਰੂਕ ਕਰਨ ਲਈ ਅਪੀਲ ਕੀਤੀ। ਇਸ ਮੌਕੇ ਪਿੰਡ ਦੇ ਪਤਵੰਤੇ ਸੱਜਣ, ਪੰਚਾਇਤ ਮੈਂਬਰ ਅਤੇ ਹੋਰ ਹਾਜ਼ਰ ਸਨ। bbox=[424, 370, 502, 406]
body-a6-1: ਇਸ ਮੌਕੇ ਸਕੂਲ ਦੇ ਪ੍ਰਿੰਸੀਪਲ ਅਤੇ ਸਮੂਹ ਸਟਾਫ਼ ਵਲੋਂ ਵਿਦਿਆਰਥੀਆਂ ਨੂੰ ਵਧਾਈ ਦਿੱਤੀ ਗਈ ਅਤੇ ਉਨ੍ਹਾਂ ਦੇ ਉੱਜਵਲ ਭਵਿੱਖ ਦੀ ਕਾਮਨਾ ਕੀਤੀ ਗਈ। ਸਮਾਗਮ ਦੌਰਾਨ ਵੱਖ-ਵੱਖ ਸ਼ਖ਼ਸੀਅਤਾਂ ਨੇ ਆਪਣੇ ਵਿਚਾਰ ਪੇਸ਼ ਕੀਤੇ ਅਤੇ ਇਲਾਕੇ ਦੇ ਲੋਕਾਂ ਨੂੰ ਜਾਗਰੂਕ ਕਰਨ ਲਈ ਅਪੀਲ ਕੀਤੀ। ਇਸ ਮੌਕੇ ਪਿੰਡ ਦੇ ਪਤਵੰਤੇ ਸੱਜਣ, ਪੰਚਾਇਤ ਮੈਂਬਰ ਅਤੇ ਹੋਰ ਹਾਜ਼ਰ ਸਨ। bbox=[22, 576, 137, 596]
fogging-photo bbox=[264, 550, 420, 644]
masthead-paper-name: ਅਜੀਤ bbox=[364, 22, 438, 57]
subhead-cancer-youth: ਮੌਤ ਦੇ ਮੂੰਹ ਵੱਲ ਧੱਕਿਆ-ਇਲਾਕੇ 'ਚ ਸੋਗ ਦੀ ਲਹਿਰ bbox=[426, 793, 602, 804]
top-slug-bar bbox=[0, 0, 687, 12]
subhead-eye-donation: ਅੱਖਾਂ ਦਾਨ ਅਤੇ ਅੰਗਦਾਨ ਸਬੰਧੀ ਕੀਤਾ ਜਾਗਰੂਕ bbox=[479, 203, 617, 212]
body-a6-3: ਇਸ ਮੌਕੇ ਸਕੂਲ ਦੇ ਪ੍ਰਿੰਸੀਪਲ ਅਤੇ ਸਮੂਹ ਸਟਾਫ਼ ਵਲੋਂ ਵਿਦਿਆਰਥੀਆਂ ਨੂੰ ਵਧਾਈ ਦਿੱਤੀ ਗਈ ਅਤੇ ਉਨ੍ਹਾਂ ਦੇ ਉੱਜਵਲ ਭਵਿੱਖ ਦੀ ਕਾਮਨਾ ਕੀਤੀ ਗਈ। ਸਮਾਗਮ ਦੌਰਾਨ ਵੱਖ-ਵੱਖ ਸ਼ਖ਼ਸੀਅਤਾਂ ਨੇ ਆਪਣੇ ਵਿਚਾਰ ਪੇਸ਼ ਕੀਤੇ ਅਤੇ ਇਲਾਕੇ ਦੇ ਲੋਕਾਂ ਨੂੰ ਜਾਗਰੂਕ ਕਰਨ ਲਈ ਅਪੀਲ ਕੀਤੀ। ਇਸ ਮੌਕੇ ਪਿੰਡ ਦੇ ਪਤਵੰਤੇ ਸੱਜਣ, ਪੰਚਾਇਤ ਮੈਂਬਰ ਅਤੇ ਹੋਰ ਹਾਜ਼ਰ ਸਨ। bbox=[22, 700, 137, 720]
body-a4-2: ਇਸ ਮੌਕੇ ਸਕੂਲ ਦੇ ਪ੍ਰਿੰਸੀਪਲ ਅਤੇ ਸਮੂਹ ਸਟਾਫ਼ ਵਲੋਂ ਵਿਦਿਆਰਥੀਆਂ ਨੂੰ ਵਧਾਈ ਦਿੱਤੀ ਗਈ ਅਤੇ ਉਨ੍ਹਾਂ ਦੇ ਉੱਜਵਲ ਭਵਿੱਖ ਦੀ ਕਾਮਨਾ ਕੀਤੀ ਗਈ। ਸਮਾਗਮ ਦੌਰਾਨ ਵੱਖ-ਵੱਖ ਸ਼ਖ਼ਸੀਅਤਾਂ ਨੇ ਆਪਣੇ ਵਿਚਾਰ ਪੇਸ਼ ਕੀਤੇ ਅਤੇ ਇਲਾਕੇ ਦੇ ਲੋਕਾਂ ਨੂੰ ਜਾਗਰੂਕ ਕਰਨ ਲਈ ਅਪੀਲ ਕੀਤੀ। ਇਸ ਮੌਕੇ ਪਿੰਡ ਦੇ ਪਤਵੰਤੇ ਸੱਜਣ, ਪੰਚਾਇਤ ਮੈਂਬਰ ਅਤੇ ਹੋਰ ਹਾਜ਼ਰ ਸਨ। bbox=[261, 500, 336, 536]
headline-shivala-mandir: ਪ੍ਰਾਚੀਨ ਸ਼ਿਵਾਲਾ ਮੰਦਰ 'ਚ 1 ਨਵੰਬਰ ਨੂੰ ਮਨਾਇਆ ਜਾਵੇਗਾ ਸ਼ਿਵਜੀ ਜਨਮ ਉਤਸਵ bbox=[22, 553, 246, 562]
body-a7-2: ਇਸ ਮੌਕੇ ਸਕੂਲ ਦੇ ਪ੍ਰਿੰਸੀਪਲ ਅਤੇ ਸਮੂਹ ਸਟਾਫ਼ ਵਲੋਂ ਵਿਦਿਆਰਥੀਆਂ ਨੂੰ ਵਧਾਈ ਦਿੱਤੀ ਗਈ ਅਤੇ ਉਨ੍ਹਾਂ ਦੇ ਉੱਜਵਲ ਭਵਿੱਖ ਦੀ ਕਾਮਨਾ ਕੀਤੀ ਗਈ। ਸਮਾਗਮ ਦੌਰਾਨ ਵੱਖ-ਵੱਖ ਸ਼ਖ਼ਸੀਅਤਾਂ ਨੇ ਆਪਣੇ ਵਿਚਾਰ ਪੇਸ਼ ਕੀਤੇ ਅਤੇ ਇਲਾਕੇ ਦੇ ਲੋਕਾਂ ਨੂੰ ਜਾਗਰੂਕ ਕਰਨ ਲਈ ਅਪੀਲ ਕੀਤੀ। ਇਸ ਮੌਕੇ ਪਿੰਡ ਦੇ ਪਤਵੰਤੇ ਸੱਜਣ, ਪੰਚਾਇਤ ਮੈਂਬਰ ਅਤੇ ਹੋਰ ਹਾਜ਼ਰ ਸਨ। bbox=[344, 690, 420, 726]
body-kanya-2: ਇਸ ਮੌਕੇ ਸਕੂਲ ਦੇ ਪ੍ਰਿੰਸੀਪਲ ਅਤੇ ਸਮੂਹ ਸਟਾਫ਼ ਵਲੋਂ ਵਿਦਿਆਰਥੀਆਂ ਨੂੰ ਵਧਾਈ ਦਿੱਤੀ ਗਈ ਅਤੇ ਉਨ੍ਹਾਂ ਦੇ ਉੱਜਵਲ ਭਵਿੱਖ ਦੀ ਕਾਮਨਾ ਕੀਤੀ ਗਈ। ਸਮਾਗਮ ਦੌਰਾਨ ਵੱਖ-ਵੱਖ ਸ਼ਖ਼ਸੀਅਤਾਂ ਨੇ ਆਪਣੇ ਵਿਚਾਰ ਪੇਸ਼ ਕੀਤੇ ਅਤੇ ਇਲਾਕੇ ਦੇ ਲੋਕਾਂ ਨੂੰ ਜਾਗਰੂਕ ਕਰਨ ਲਈ ਅਪੀਲ ਕੀਤੀ। ਇਸ ਮੌਕੇ ਪਿੰਡ ਦੇ ਪਤਵੰਤੇ ਸੱਜਣ, ਪੰਚਾਇਤ ਮੈਂਬਰ ਅਤੇ ਹੋਰ ਹਾਜ਼ਰ ਸਨ। bbox=[101, 396, 178, 432]
